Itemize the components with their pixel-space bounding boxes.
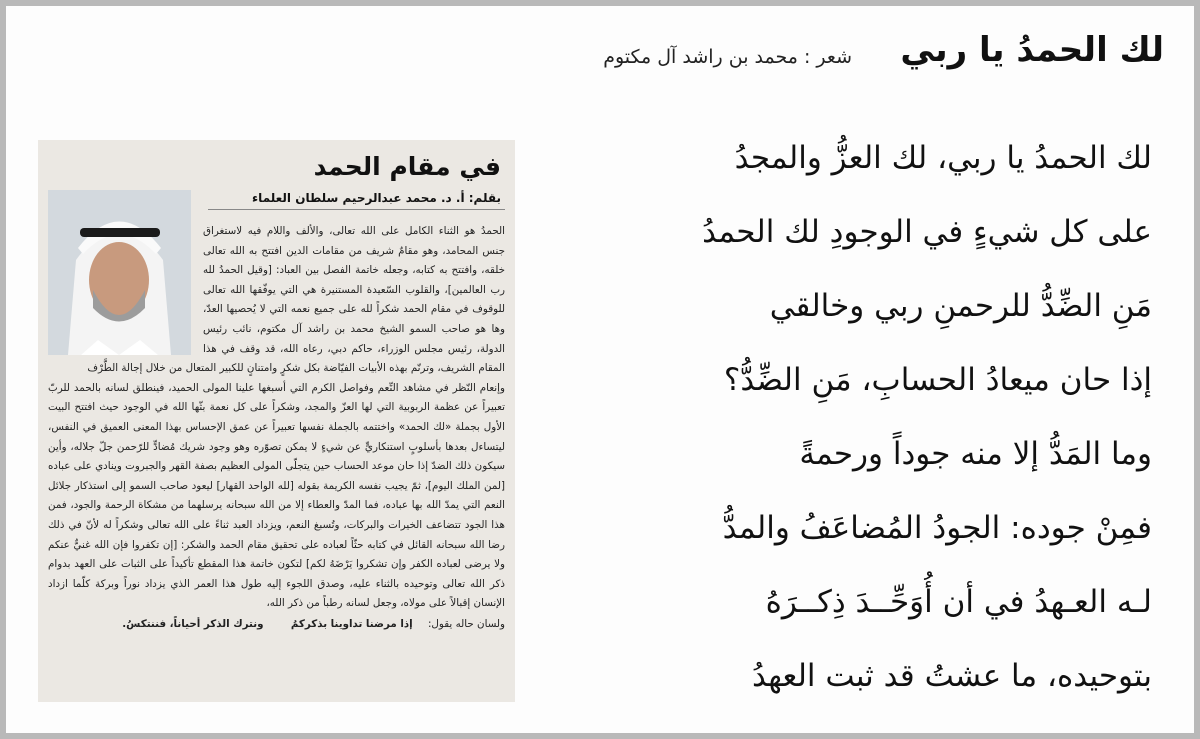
article-title: في مقام الحمد	[313, 152, 501, 181]
closing-verse-first: إذا مرضنا تداوينا بذكركمُ	[290, 617, 413, 630]
poem-verse: وما المَدُّ إلا منه جوداً ورحمةً	[799, 436, 1152, 472]
closing-intro: ولسان حاله يقول:	[427, 617, 505, 630]
article-closing	[48, 614, 505, 634]
poem-byline: شعر : محمد بن راشد آل مكتوم	[603, 46, 852, 68]
poem-verse: بتوحيده، ما عشتُ قد ثبت العهدُ	[751, 658, 1152, 694]
closing-verse-second: ونترك الذكر أحياناً، فننتكسُ.	[122, 617, 264, 630]
author-photo	[48, 190, 191, 355]
article-body	[48, 222, 505, 634]
poem-verse: لك الحمدُ يا ربي، لك العزُّ والمجدُ	[734, 140, 1152, 176]
article-author: بقلم: أ. د. محمد عبدالرحيم سلطان العلماء	[208, 191, 505, 210]
poem-verse: إذا حان ميعادُ الحسابِ، مَنِ الضِّدُّ؟	[723, 362, 1152, 398]
article-paragraph: وإنعام النّظر في مشاهد النِّعم وفواصل الكرم التي أسبغها علينا المولى الحميد، فينطلق لسانه بالحمد للربّ تعبيراً عن عظمة الربوبية التي لها العزّ والمجد، وشكراً على كل نعمة بثّها الله في الوجود حيث افتتح البيت الأول بجملة «لك الحمد» واختتمه بالجملة نفسها تعبيراً عن عمق الإحساس بهذا المعنى العميق في النفس، ليتساءل بعدها بأسلوبٍ استنكاريٍّ عن شيءٍ لا يمكن تصوّره وهو وجود شريك مُضادٍّ للرّحمن جلّ جلاله، وأين سيكون ذلك الضدّ إذا حان موعد الحساب حين يتجلّى المولى العظيم بصفة القهر والجبروت وينادي على عباده [لمن الملك اليوم]، ثمّ يجيب نفسه الكريمة بقوله [لله الواحد القهار] ليعود صاحب السمو إلى استذكار جلائل النعم التي يمدّ الله بها عباده، فما المدّ والعطاء إلا من الله سبحانه يرسلهما من مشكاة الرحمة والجود، فمن هذا الجود تتضاعف الخيرات والبركات، وتُسبغ النعم، ويزداد العبد ثناءً على الله تعالى وشكراً له لأنّ في ذلك رضا الله سبحانه القائل في كتابه حثّاً لعباده على تحقيق مقام الحمد والشكر: [إن تكفروا فإن الله غنيٌّ عنكم ولا يرضى لعباده الكفر وإن تشكروا يَرْضَهُ لكم] لتكون خاتمة هذا المقطع تأكيداً على الثبات على العهد بدوام ذكر الله تعالى وتوحيده بالثناء عليه، وصدق اللجوء إليه طول هذا العمر الذي يزداد نوراً وبركة كلّما ازداد الإنسان إقبالاً على مولاه، وجعل لسانه رطباً من ذكر الله،	[48, 381, 505, 610]
article-box	[38, 140, 515, 702]
poem-title: لك الحمدُ يا ربي	[900, 30, 1164, 70]
poem-verse: لـه العـهدُ في أن أُوَحِّــدَ ذِكــرَهُ	[765, 584, 1152, 620]
poem-verse: مَنِ الضِّدُّ للرحمنِ ربي وخالقي	[769, 288, 1152, 324]
newspaper-page	[6, 6, 1194, 733]
poem-verse: فمِنْ جوده: الجودُ المُضاعَفُ والمدُّ	[722, 510, 1152, 546]
article-paragraph: الحمدُ هو الثناء الكامل على الله تعالى، والألف واللام فيه لاستغراق جنس المحامد، وهو مقامٌ شريف من مقامات الدين افتتح به الله تعالى خلقه، وافتتح به كتابه، وجعله خاتمة الفصل بين العباد: [وقيل الحمدُ لله رب العالمين]، والقلوب السّعيدة المستنيرة هي التي يوفّقها الله تعالى للوقوف في مقام الحمد شكراً لله على جميع نعمه التي لا يُحصيها العدّ، وها هو صاحب السمو الشيخ محمد بن راشد آل مكتوم، نائب رئيس الدولة، رئيس مجلس الوزراء، حاكم دبي، رعاه الله، قد وقف في هذا المقام الشريف، وترنّم بهذه الأبيات الفيّاضة بكل شكرٍ وامتنانٍ للكبير المتعال من خلال إجالة الطَّرْف	[87, 225, 505, 375]
poem-verse: على كل شيءٍ في الوجودِ لك الحمدُ	[702, 214, 1152, 250]
poem	[512, 128, 1152, 720]
